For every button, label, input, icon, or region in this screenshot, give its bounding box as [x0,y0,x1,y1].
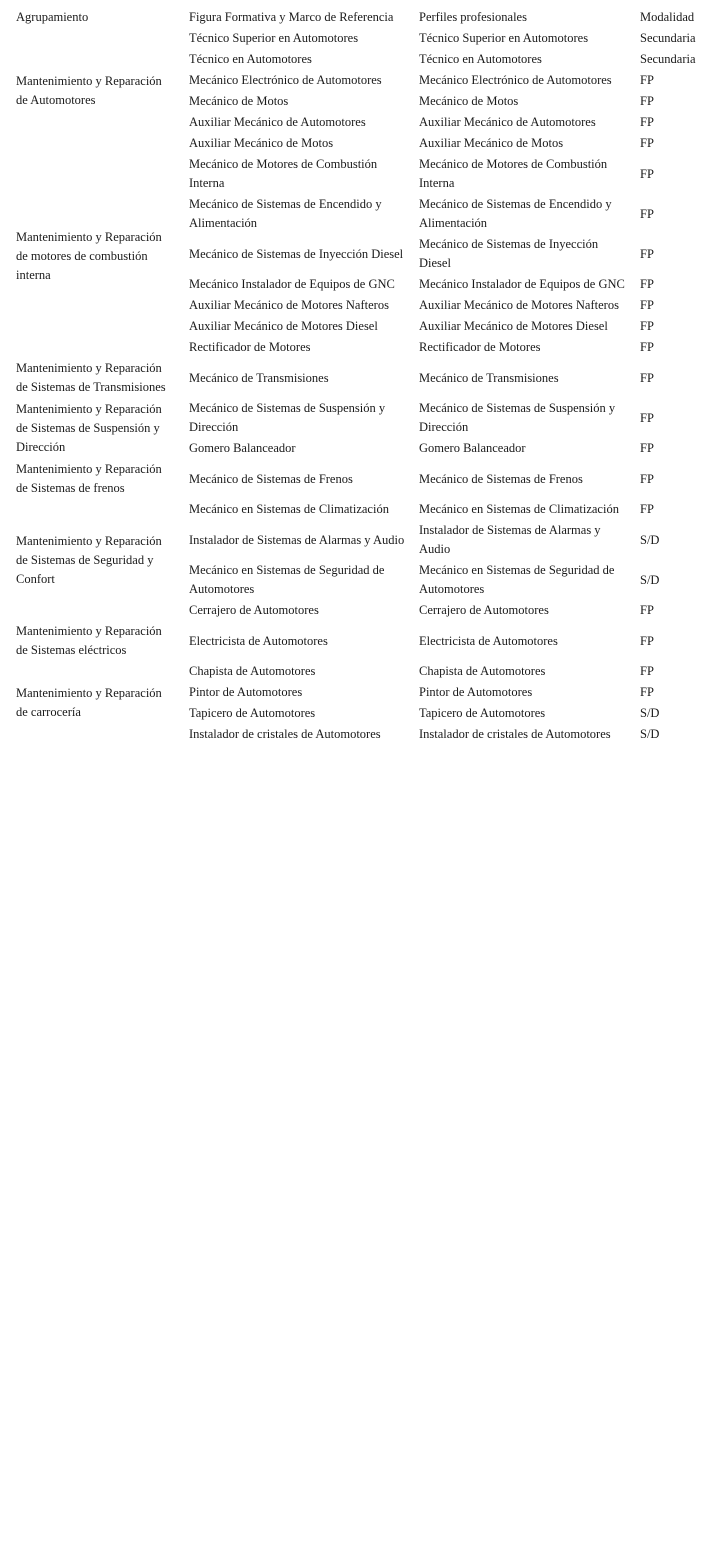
perfil-cell: Mecánico de Sistemas de Encendido y Alimentación [419,197,612,230]
agrupamiento-cell: Mantenimiento y Reparación de Sistemas eléctricos [16,624,162,657]
modalidad-cell: FP [640,94,654,108]
perfil-cell: Mecánico de Sistemas de Suspensión y Dirección [419,401,616,434]
figura-cell: Electricista de Automotores [189,633,328,648]
figura-cell: Técnico Superior en Automotores [189,31,359,45]
modalidad-cell: FP [640,166,654,181]
perfil-cell: Tapicero de Automotores [419,706,546,720]
table-row [10,622,714,660]
modalidad-cell: Secundaria [640,31,696,45]
perfil-cell: Mecánico de Sistemas de Frenos [419,471,583,486]
table-body [10,29,714,744]
figura-cell: Mecánico de Motores de Combustión Interna [189,157,378,190]
perfil-cell: Rectificador de Motores [419,340,541,354]
perfil-cell: Gomero Balanceador [419,441,526,455]
figura-cell: Mecánico de Transmisiones [189,370,329,385]
modalidad-cell: S/D [640,572,660,587]
figura-cell: Auxiliar Mecánico de Motos [189,136,334,150]
profiles-table [8,6,714,746]
perfil-cell: Chapista de Automotores [419,664,546,678]
modalidad-cell: S/D [640,532,660,547]
header-modalidad: Modalidad [640,10,695,24]
figura-cell: Chapista de Automotores [189,664,316,678]
figura-cell: Cerrajero de Automotores [189,603,319,617]
modalidad-cell: FP [640,319,654,333]
perfil-cell: Auxiliar Mecánico de Motos [419,136,564,150]
perfil-cell: Cerrajero de Automotores [419,603,549,617]
figura-cell: Pintor de Automotores [189,685,303,699]
perfil-cell: Pintor de Automotores [419,685,533,699]
perfil-cell: Mecánico de Motos [419,94,519,108]
perfil-cell: Mecánico en Sistemas de Climatización [419,502,619,516]
header-agrupamiento: Agrupamiento [16,10,89,24]
figura-cell: Mecánico Instalador de Equipos de GNC [189,277,395,291]
modalidad-cell: FP [640,206,654,221]
table-row [10,155,714,193]
figura-cell: Rectificador de Motores [189,340,311,354]
modalidad-cell: FP [640,73,654,87]
modalidad-cell: FP [640,370,654,385]
modalidad-cell: FP [640,603,654,617]
modalidad-cell: FP [640,502,654,516]
header-row [10,8,714,27]
figura-cell: Auxiliar Mecánico de Motores Diesel [189,319,378,333]
modalidad-cell: FP [640,246,654,261]
perfil-cell: Mecánico de Motores de Combustión Interna [419,157,608,190]
figura-cell: Instalador de Sistemas de Alarmas y Audio [189,532,405,547]
agrupamiento-cell: Mantenimiento y Reparación de Sistemas de frenos [16,462,162,495]
figura-cell: Mecánico Electrónico de Automotores [189,73,382,87]
table-row [10,399,714,437]
perfil-cell: Auxiliar Mecánico de Motores Nafteros [419,298,619,312]
agrupamiento-cell: Mantenimiento y Reparación de Automotores [16,74,162,107]
figura-cell: Mecánico de Sistemas de Inyección Diesel [189,246,404,261]
agrupamiento-cell: Mantenimiento y Reparación de carrocería [16,686,162,719]
modalidad-cell: FP [640,298,654,312]
modalidad-cell: S/D [640,706,660,720]
table-row [10,500,714,519]
figura-cell: Tapicero de Automotores [189,706,316,720]
figura-cell: Instalador de cristales de Automotores [189,727,381,741]
figura-cell: Mecánico de Motos [189,94,289,108]
modalidad-cell: FP [640,441,654,455]
perfil-cell: Mecánico Instalador de Equipos de GNC [419,277,625,291]
header-figura: Figura Formativa y Marco de Referencia [189,10,394,24]
perfil-cell: Auxiliar Mecánico de Automotores [419,115,596,129]
perfil-cell: Electricista de Automotores [419,633,558,648]
perfil-cell: Instalador de Sistemas de Alarmas y Audio [419,523,601,556]
modalidad-cell: FP [640,340,654,354]
table-row [10,460,714,498]
figura-cell: Auxiliar Mecánico de Automotores [189,115,366,129]
figura-cell: Gomero Balanceador [189,441,296,455]
figura-cell: Mecánico de Sistemas de Encendido y Alimentación [189,197,382,230]
modalidad-cell: FP [640,136,654,150]
modalidad-cell: Secundaria [640,52,696,66]
perfil-cell: Mecánico Electrónico de Automotores [419,73,612,87]
table-row [10,662,714,681]
table-row [10,359,714,397]
agrupamiento-cell: Mantenimiento y Reparación de Sistemas de Seguridad y Confort [16,533,162,586]
figura-cell: Mecánico de Sistemas de Suspensión y Dirección [189,401,386,434]
figura-cell: Auxiliar Mecánico de Motores Nafteros [189,298,389,312]
table-row [10,29,714,48]
agrupamiento-cell: Mantenimiento y Reparación de Sistemas de Suspensión y Dirección [16,402,162,454]
figura-cell: Mecánico en Sistemas de Seguridad de Automotores [189,563,385,596]
modalidad-cell: FP [640,471,654,486]
figura-cell: Técnico en Automotores [189,52,312,66]
header-perfiles: Perfiles profesionales [419,10,527,24]
perfil-cell: Auxiliar Mecánico de Motores Diesel [419,319,608,333]
modalidad-cell: S/D [640,727,660,741]
perfil-cell: Mecánico de Sistemas de Inyección Diesel [419,237,599,270]
perfil-cell: Técnico en Automotores [419,52,542,66]
modalidad-cell: FP [640,633,654,648]
perfil-cell: Instalador de cristales de Automotores [419,727,611,741]
modalidad-cell: FP [640,410,654,425]
perfil-cell: Mecánico en Sistemas de Seguridad de Automotores [419,563,615,596]
perfil-cell: Mecánico de Transmisiones [419,370,559,385]
agrupamiento-cell: Mantenimiento y Reparación de motores de combustión interna [16,229,162,282]
figura-cell: Mecánico de Sistemas de Frenos [189,471,353,486]
modalidad-cell: FP [640,115,654,129]
modalidad-cell: FP [640,685,654,699]
agrupamiento-cell: Mantenimiento y Reparación de Sistemas de Transmisiones [16,361,166,394]
figura-cell: Mecánico en Sistemas de Climatización [189,502,389,516]
modalidad-cell: FP [640,277,654,291]
perfil-cell: Técnico Superior en Automotores [419,31,589,45]
modalidad-cell: FP [640,664,654,678]
